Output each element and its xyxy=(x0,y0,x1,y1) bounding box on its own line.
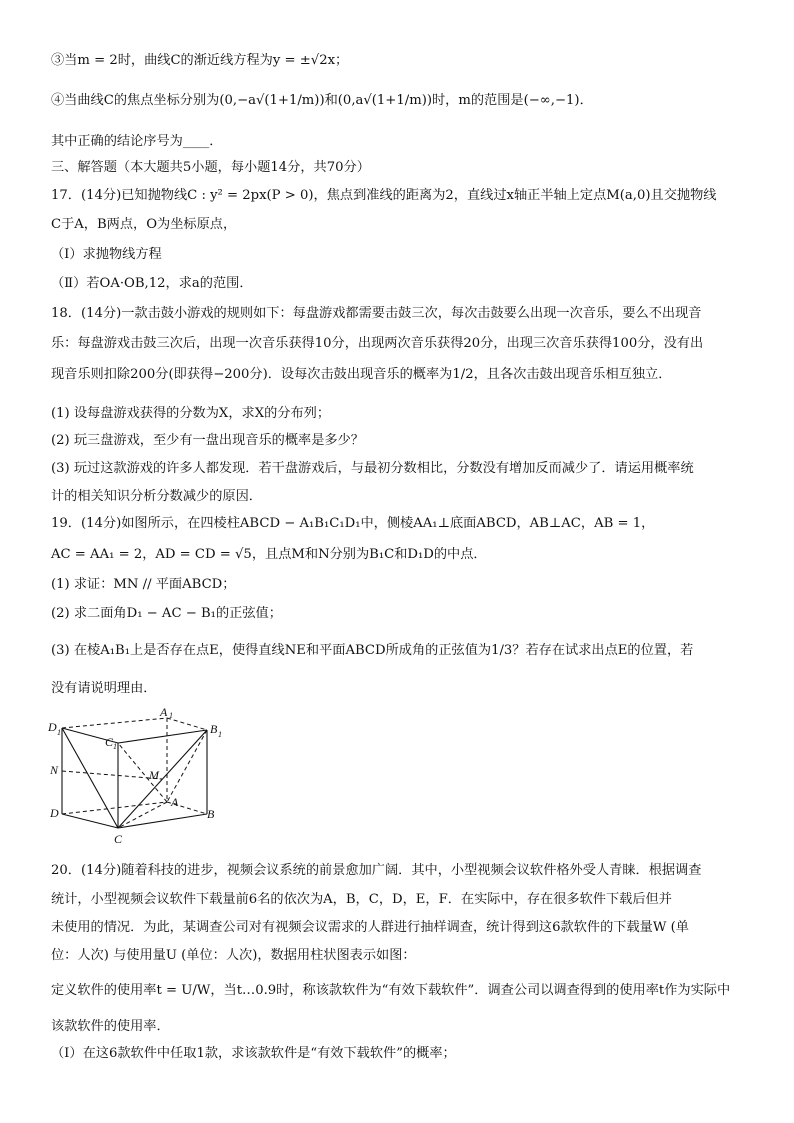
label-D: D xyxy=(50,806,59,820)
label-sub: 1 xyxy=(218,730,222,739)
text-line: 没有请说明理由． xyxy=(51,681,157,696)
text-line: ③当m = 2时，曲线C的渐近线方程为y = ±√2x； xyxy=(51,53,349,68)
text-line: （Ⅰ）在这6款软件中任取1款，求该款软件是“有效下载软件”的概率； xyxy=(51,1046,456,1061)
text-line: 位：人次) 与使用量U (单位：人次)，数据用柱状图表示如图： xyxy=(51,948,416,963)
label-sub: 1 xyxy=(57,728,61,737)
label-M: M xyxy=(149,768,159,782)
text-line: 20．(14分)随着科技的进步，视频会议系统的前景愈加广阔．其中，小型视频会议软件格外受人青睐．根据调查 xyxy=(51,863,702,878)
text-line: 19．(14分)如图所示，在四棱柱ABCD − A₁B₁C₁D₁中，侧棱AA₁⊥底面ABCD，AB⊥AC，AB = 1， xyxy=(51,516,655,531)
text-line: (1) 设每盘游戏获得的分数为X，求X的分布列； xyxy=(51,406,331,421)
label-sub: 1 xyxy=(113,742,117,751)
label-C: C xyxy=(114,832,123,846)
text-line: (3) 玩过这款游戏的许多人都发现．若干盘游戏后，与最初分数相比，分数没有增加反而减少了．请运用概率统 xyxy=(51,461,694,476)
text-line: 17．(14分)已知抛物线C : y² = 2px(P > 0)，焦点到准线的距离为2，直线过x轴正半轴上定点M(a,0)且交抛物线 xyxy=(51,188,717,203)
text-line: 统计，小型视频会议软件下载量前6名的依次为A，B，C，D，E，F．在实际中，存在很多软件下载后但并 xyxy=(51,892,672,907)
text-line: 乐：每盘游戏击鼓三次后，出现一次音乐获得10分，出现两次音乐获得20分，出现三次音乐获得100分，没有出 xyxy=(51,336,704,351)
text-line: （Ⅱ）若OA·OB,12，求a的范围． xyxy=(51,276,253,291)
label-B: B xyxy=(207,807,215,821)
text-line: (2) 求二面角D₁ − AC − B₁的正弦值； xyxy=(51,606,282,621)
text-line: (3) 在棱A₁B₁上是否存在点E，使得直线NE和平面ABCD所成角的正弦值为1/3？若存在试求出点E的位置，若 xyxy=(51,643,694,658)
label-B1: B xyxy=(210,722,218,736)
text-line: 计的相关知识分析分数减少的原因． xyxy=(51,489,262,504)
text-line: 其中正确的结论序号为____． xyxy=(51,134,223,149)
text-line: 未使用的情况．为此，某调查公司对有视频会议需求的人群进行抽样调查，统计得到这6款软件的下载量W (单 xyxy=(51,920,689,935)
text-line: (2) 玩三盘游戏，至少有一盘出现音乐的概率是多少？ xyxy=(51,433,364,448)
label-A: A xyxy=(171,795,179,809)
text-line: (1) 求证：MN // 平面ABCD； xyxy=(51,577,236,592)
text-line: 定义软件的使用率t = U/W，当t…0.9时，称该款软件为“有效下载软件”．调查公司以调查得到的使用率t作为实际中 xyxy=(51,983,731,998)
text-line: 18．(14分)一款击鼓小游戏的规则如下：每盘游戏都需要击鼓三次，每次击鼓要么出现一次音乐，要么不出现音 xyxy=(51,306,702,321)
label-sub: 1 xyxy=(169,711,173,720)
prism-figure xyxy=(44,706,234,856)
label-A1: A xyxy=(160,706,168,719)
label-D1: D xyxy=(48,720,57,734)
text-line: ④当曲线C的焦点坐标分别为(0,−a√(1+1/m))和(0,a√(1+1/m))时，m的范围是(−∞,−1)． xyxy=(51,93,593,108)
label-C1: C xyxy=(105,735,114,749)
section-heading: 三、解答题（本大题共5小题，每小题14分，共70分） xyxy=(51,160,370,175)
text-line: （Ⅰ）求抛物线方程 xyxy=(51,247,162,262)
text-line: 现音乐则扣除200分(即获得−200分)．设每次击鼓出现音乐的概率为1/2，且各次击鼓出现音乐相互独立． xyxy=(51,367,672,382)
label-N: N xyxy=(50,763,59,777)
text-line: AC = AA₁ = 2，AD = CD = √5，且点M和N分别为B₁C和D₁D的中点． xyxy=(51,547,487,562)
text-line: C于A，B两点，O为坐标原点， xyxy=(51,217,237,232)
text-line: 该款软件的使用率． xyxy=(51,1019,170,1034)
